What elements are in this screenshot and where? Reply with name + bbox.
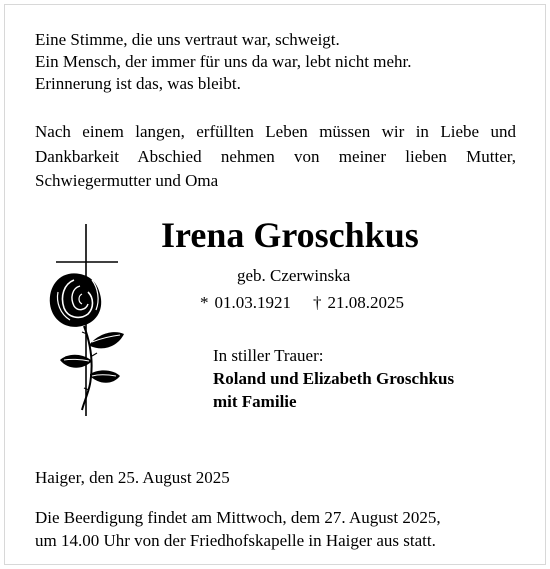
mourners-heading: In stiller Trauer: (213, 346, 324, 365)
funeral-info (35, 506, 517, 552)
birth-date: 01.03.1921 (214, 293, 291, 312)
poem (35, 29, 515, 95)
poem-line: Eine Stimme, die uns vertraut war, schweigt. (35, 30, 340, 49)
mourners-names: Roland und Elizabeth Groschkus (213, 369, 455, 388)
rose-with-cross-icon (40, 222, 132, 418)
funeral-line: um 14.00 Uhr von der Friedhofskapelle in Haiger aus statt. (35, 531, 436, 550)
intro-text: Nach einem langen, erfüllten Leben müssen wir in Liebe und Dankbarkeit Abschied nehmen von meiner lieben Mutter, Schwiegermutter und Oma (35, 122, 516, 190)
poem-line: Erinnerung ist das, was bleibt. (35, 74, 241, 93)
life-dates (200, 292, 404, 314)
funeral-line: Die Beerdigung findet am Mittwoch, dem 27. August 2025, (35, 508, 441, 527)
birth-symbol: * (200, 293, 209, 312)
mourners-family: mit Familie (213, 392, 297, 411)
birth-name: geb. Czerwinska (237, 266, 351, 285)
death-symbol: † (313, 293, 322, 312)
deceased-name: Irena Groschkus (161, 215, 419, 255)
poem-line: Ein Mensch, der immer für uns da war, lebt nicht mehr. (35, 52, 412, 71)
place-date: Haiger, den 25. August 2025 (35, 468, 230, 487)
death-date: 21.08.2025 (327, 293, 404, 312)
mourners-block (213, 344, 454, 413)
